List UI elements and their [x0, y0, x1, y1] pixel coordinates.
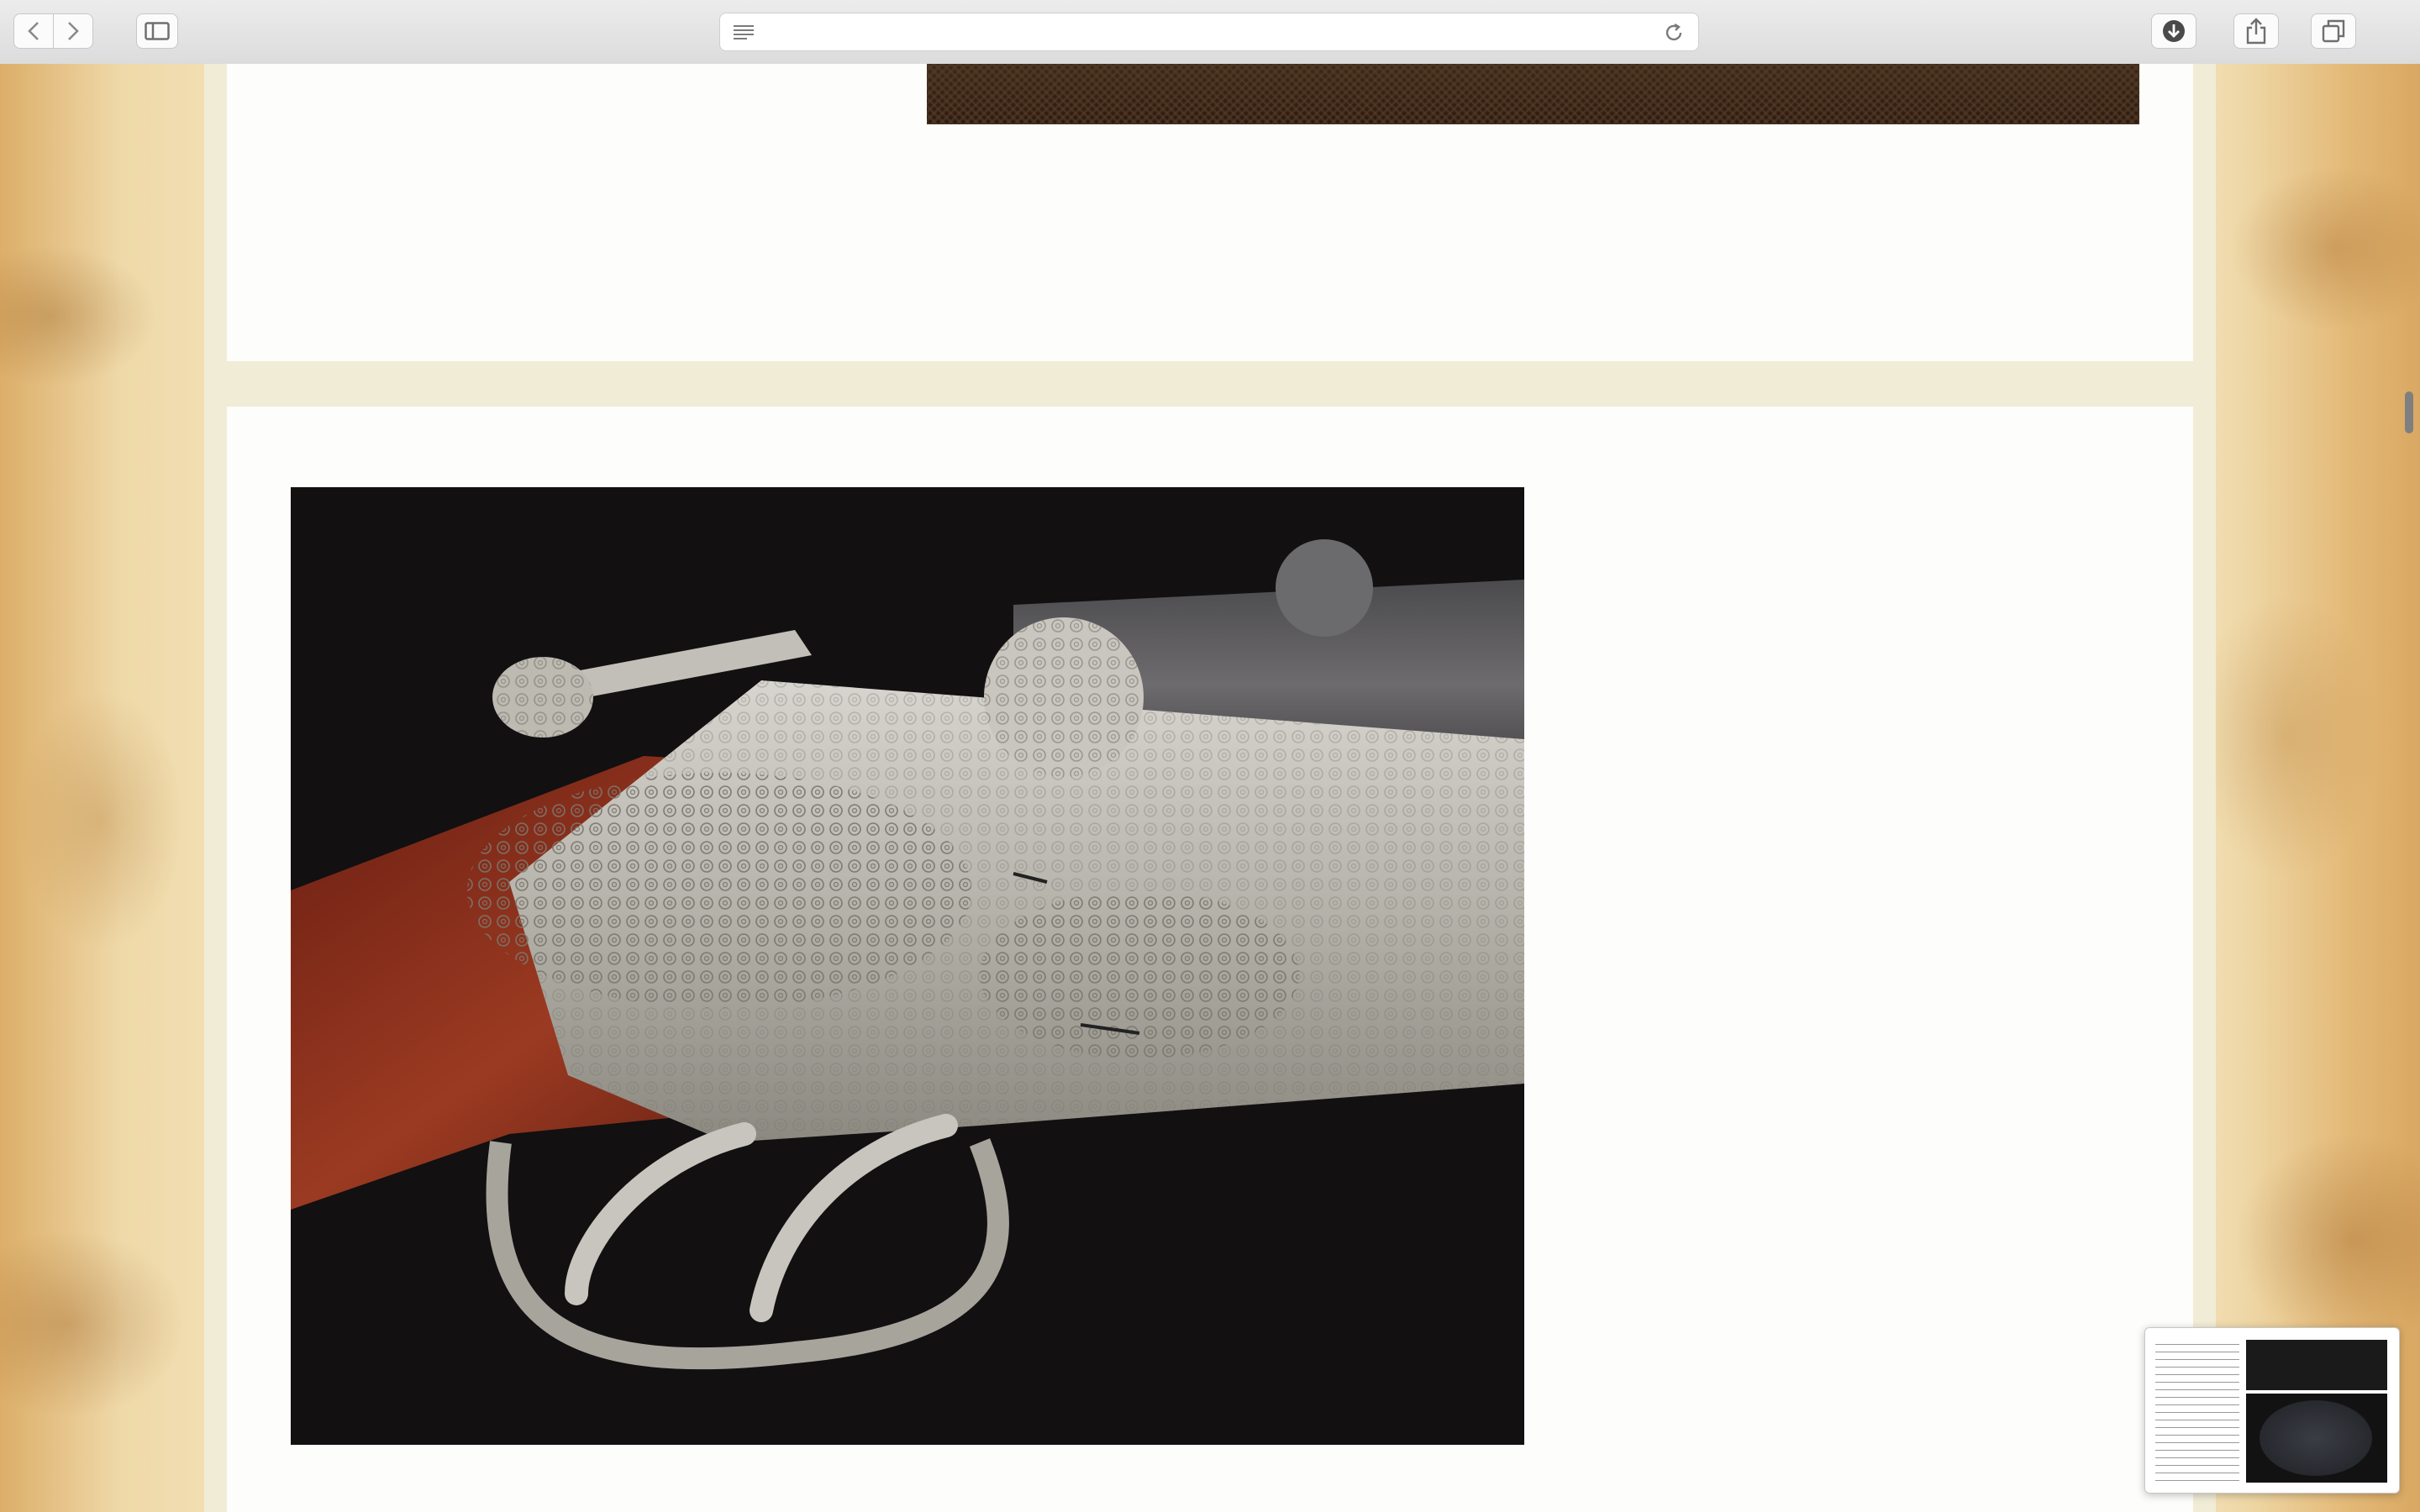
scrollbar-thumb[interactable] — [2405, 391, 2413, 433]
share-button[interactable] — [2233, 13, 2279, 49]
back-button[interactable] — [13, 13, 54, 49]
download-icon — [2161, 18, 2186, 44]
gun-illustration — [291, 487, 1524, 1445]
sidebar-icon — [145, 22, 170, 40]
reader-view-icon[interactable] — [732, 24, 755, 40]
gun-stock-photo-top — [927, 64, 2139, 124]
sidebar-toggle-button[interactable] — [136, 13, 178, 49]
drilling-action-engraving-photo — [291, 487, 1524, 1445]
chevron-left-icon — [26, 20, 41, 42]
reload-icon[interactable] — [1663, 22, 1685, 44]
page-thumbnail-preview[interactable] — [2144, 1327, 2400, 1494]
downloads-button[interactable] — [2151, 13, 2196, 49]
show-tabs-button[interactable] — [2311, 13, 2356, 49]
tabs-overview-icon — [2322, 19, 2345, 43]
new-tab-button[interactable] — [2373, 15, 2413, 64]
thumbnail-image-top — [2246, 1340, 2387, 1390]
browser-toolbar — [0, 0, 2420, 65]
inscription-plate — [2260, 1400, 2372, 1476]
share-icon — [2245, 18, 2267, 45]
thumbnail-image-plate — [2246, 1394, 2387, 1483]
forward-button[interactable] — [53, 13, 93, 49]
address-bar[interactable] — [719, 13, 1699, 51]
thumbnail-text-block — [2155, 1340, 2239, 1483]
chevron-right-icon — [66, 20, 81, 42]
